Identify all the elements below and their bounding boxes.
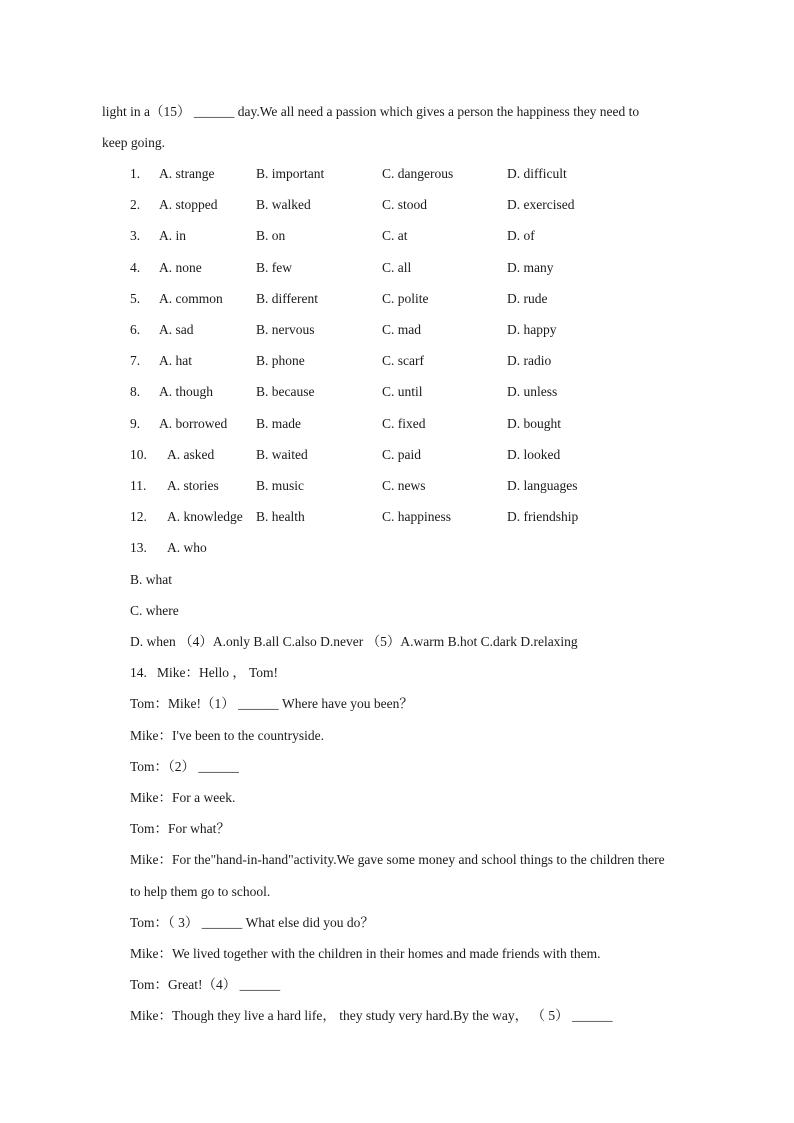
option-d: D. friendship: [507, 509, 579, 524]
question-number: 13.: [130, 540, 147, 555]
option-c: C. until: [382, 384, 423, 399]
dialogue-line: Mike：We lived together with the children in their homes and made friends with them.: [130, 946, 601, 961]
question-number: 7.: [130, 353, 141, 368]
option-a: A. who: [167, 540, 207, 555]
option-b: B. what: [130, 572, 172, 587]
option-b: B. walked: [256, 197, 311, 212]
option-d: D. bought: [507, 416, 561, 431]
option-c: C. happiness: [382, 509, 451, 524]
option-a: A. knowledge: [167, 509, 243, 524]
option-c: C. scarf: [382, 353, 424, 368]
option-b: B. health: [256, 509, 305, 524]
dialogue-line: 14. Mike：Hello ， Tom!: [130, 665, 279, 680]
option-d: D. difficult: [507, 166, 567, 181]
question-number: 12.: [130, 509, 147, 524]
option-b: B. made: [256, 416, 301, 431]
option-c: C. stood: [382, 197, 428, 212]
option-c: C. polite: [382, 291, 429, 306]
option-d-and-extra-options: D. when （4）A.only B.all C.also D.never （5）A.warm B.hot C.dark D.relaxing: [130, 634, 578, 649]
dialogue-line: Mike：For a week.: [130, 790, 236, 805]
option-d: D. unless: [507, 384, 558, 399]
question-number: 2.: [130, 197, 141, 212]
option-c: C. where: [130, 603, 179, 618]
option-a: A. hat: [159, 353, 192, 368]
option-c: C. news: [382, 478, 426, 493]
dialogue-line: Mike：Though they live a hard life， they study very hard.By the way， （ 5） ______: [130, 1008, 613, 1023]
option-d: D. of: [507, 228, 535, 243]
question-number: 6.: [130, 322, 141, 337]
question-number: 11.: [130, 478, 147, 493]
option-a: A. in: [159, 228, 186, 243]
option-a: A. none: [159, 260, 202, 275]
question-number: 8.: [130, 384, 141, 399]
option-b: B. important: [256, 166, 325, 181]
dialogue-line: Mike：For the"hand-in-hand"activity.We gave some money and school things to the children there: [130, 852, 665, 867]
option-b: B. waited: [256, 447, 308, 462]
option-b: B. because: [256, 384, 315, 399]
question-number: 1.: [130, 166, 141, 181]
option-a: A. strange: [159, 166, 215, 181]
option-a: A. though: [159, 384, 213, 399]
option-a: A. asked: [167, 447, 215, 462]
option-c: C. all: [382, 260, 412, 275]
option-b: B. different: [256, 291, 318, 306]
question-number: 9.: [130, 416, 141, 431]
question-number: 5.: [130, 291, 141, 306]
option-d: D. many: [507, 260, 554, 275]
dialogue-line: Tom：For what？: [130, 821, 230, 836]
question-number: 3.: [130, 228, 141, 243]
option-b: B. few: [256, 260, 292, 275]
option-a: A. borrowed: [159, 416, 228, 431]
option-b: B. phone: [256, 353, 305, 368]
option-a: A. stories: [167, 478, 219, 493]
option-a: A. stopped: [159, 197, 218, 212]
option-a: A. sad: [159, 322, 194, 337]
option-c: C. dangerous: [382, 166, 454, 181]
question-number: 10.: [130, 447, 147, 462]
option-d: D. happy: [507, 322, 557, 337]
option-b: B. music: [256, 478, 305, 493]
option-b: B. on: [256, 228, 286, 243]
option-d: D. radio: [507, 353, 552, 368]
option-a: A. common: [159, 291, 223, 306]
dialogue-line: Mike：I've been to the countryside.: [130, 728, 325, 743]
option-c: C. fixed: [382, 416, 426, 431]
option-d: D. languages: [507, 478, 578, 493]
option-c: C. paid: [382, 447, 421, 462]
option-b: B. nervous: [256, 322, 315, 337]
intro-line-2: keep going.: [102, 135, 165, 150]
option-c: C. at: [382, 228, 408, 243]
question-number: 4.: [130, 260, 141, 275]
option-d: D. rude: [507, 291, 548, 306]
option-d: D. exercised: [507, 197, 575, 212]
intro-line-1: light in a（15） ______ day.We all need a passion which gives a person the happiness they need to: [102, 104, 640, 119]
option-c: C. mad: [382, 322, 421, 337]
dialogue-line: Tom：Great!（4） ______: [130, 977, 281, 992]
dialogue-line: to help them go to school.: [130, 884, 271, 899]
dialogue-line: Tom：（2） ______: [130, 759, 239, 774]
dialogue-line: Tom：Mike!（1） ______ Where have you been？: [130, 696, 413, 711]
dialogue-line: Tom：（ 3） ______ What else did you do？: [130, 915, 374, 930]
option-d: D. looked: [507, 447, 561, 462]
